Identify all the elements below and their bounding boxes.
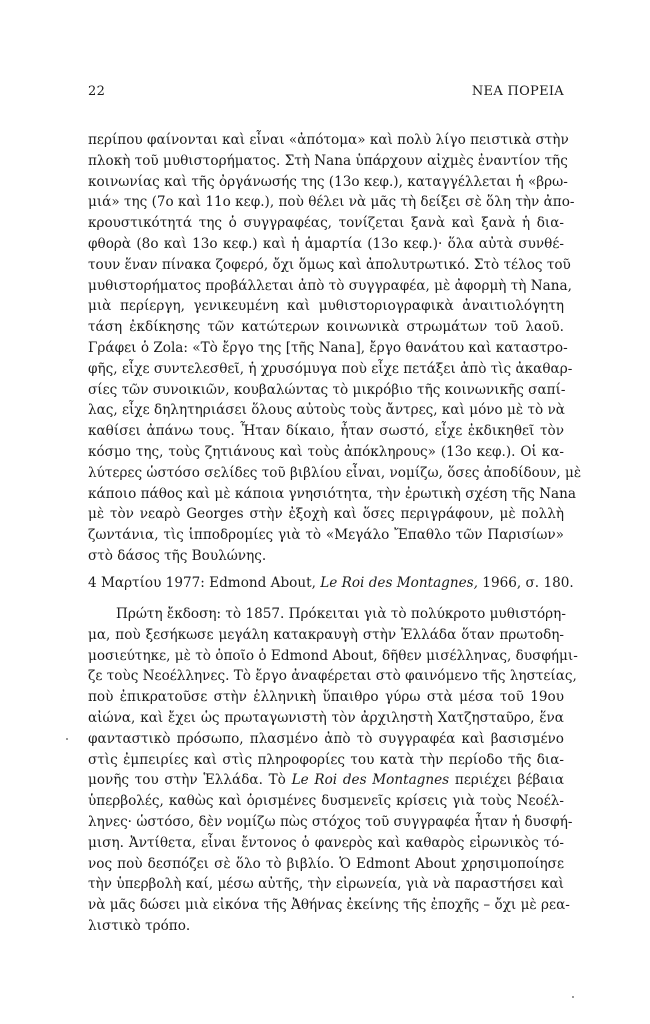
text-line: ποὺ ἐπικρατοῦσε στὴν ἑλληνικὴ ὕπαιθρο γύρω στὰ μέσα τοῦ 19ου: [88, 689, 564, 706]
italic-book-title: Le Roi des Montagnes: [291, 772, 450, 789]
text-line: μα, ποὺ ξεσήκωσε μεγάλη κατακραυγὴ στὴν Ἑλλάδα ὅταν πρωτοδη-: [88, 626, 564, 643]
text-line: μιση. Ἀντίθετα, εἶναι ἔντονος ὁ φανερὸς καὶ καθαρὸς εἰρωνικὸς τό-: [88, 834, 564, 851]
text-line: κάποιο πάθος καὶ μὲ κάποια γνησιότητα, τὴν ἐρωτικὴ σχέση τῆς Nana: [88, 485, 576, 502]
entry-details: 1966, σ. 180.: [477, 575, 574, 591]
text-segment: περιέχει βέβαια: [449, 772, 564, 789]
text-line: μὲ τὸν νεαρὸ Georges στὴν ἐξοχὴ καὶ ὅσες περιγράφουν, μὲ πολλὴ: [88, 506, 564, 523]
scan-speck: [66, 738, 68, 740]
text-line: νὰ μᾶς δώσει μιὰ εἰκόνα τῆς Ἀθήνας ἐκείνης τῆς ἐποχῆς – ὄχι μὲ ρεα-: [88, 897, 570, 914]
text-line: φῆς, εἶχε συντελεσθεῖ, ἡ χρυσόμυγα ποὺ εἶχε πετάξει ἀπὸ τὶς ἀκαθαρ-: [88, 360, 573, 377]
text-line: Γράφει ὁ Zola: «Τὸ ἔργο της [τῆς Nana], ἔργο θανάτου καὶ καταστρο-: [88, 339, 568, 356]
text-line: μιά» της (7ο καὶ 11ο κεφ.), ποὺ θέλει νὰ μᾶς τὴ δείξει σὲ ὅλη τὴν ἀπο-: [88, 194, 575, 211]
text-line: λας, εἶχε δηλητηριάσει ὅλους αὐτοὺς τοὺς ἄντρες, καὶ μόνο μὲ τὸ νὰ: [88, 402, 565, 419]
text-line: μυθιστορήματος προβάλλεται ἀπὸ τὸ συγγραφέα, μὲ ἀφορμὴ τὴ Nana,: [88, 277, 572, 294]
text-line: τὴν ὑπερβολὴ καί, μέσω αὐτῆς, τὴν εἰρωνεία, γιὰ νὰ παραστήσει καὶ: [88, 876, 564, 893]
page-number: 22: [88, 84, 106, 99]
text-line: ζε τοὺς Νεοέλληνες. Τὸ ἔργο ἀναφέρεται στὸ φαινόμενο τῆς ληστείας,: [88, 668, 577, 685]
text-line: στὶς ἐμπειρίες καὶ στὶς πληροφορίες του κατὰ τὴν περίοδο τῆς δια-: [88, 751, 564, 768]
entry-book-title: Le Roi des Montagnes,: [320, 575, 478, 591]
text-line: φανταστικὸ πρόσωπο, πλασμένο ἀπὸ τὸ συγγραφέα καὶ βασισμένο: [88, 730, 564, 747]
scan-speck: [572, 996, 574, 998]
text-line: σίες τῶν συνοικιῶν, κουβαλώντας τὸ μικρόβιο τῆς κοινωνικῆς σαπί-: [88, 381, 566, 398]
text-line: νος ποὺ δεσπόζει σὲ ὅλο τὸ βιβλίο. Ὁ Edmont About χρησιμοποίησε: [88, 855, 564, 872]
entry-heading: [88, 573, 574, 593]
paragraph-about-roi-des-montagnes: [88, 604, 578, 937]
text-line: καθίσει ἀπάνω τους. Ἦταν δίκαιο, ἦταν σωστό, εἶχε ἐκδικηθεῖ τὸν: [88, 423, 564, 440]
text-line: μιὰ περίεργη, γενικευμένη καὶ μυθιστοριογραφικὰ ἀναιτιολόγητη: [88, 298, 564, 315]
text-line: λιστικὸ τρόπο.: [88, 917, 191, 934]
text-line: ζωντάνια, τὶς ἱπποδρομίες γιὰ τὸ «Μεγάλο Ἔπαθλο τῶν Παρισίων»: [88, 527, 564, 544]
text-line: λύτερες ὡστόσο σελίδες τοῦ βιβλίου εἶναι, νομίζω, ὅσες ἀποδίδουν, μὲ: [88, 464, 582, 481]
text-line: περίπου φαίνονται καὶ εἶναι «ἀπότομα» καὶ πολὺ λίγο πειστικὰ στὴν: [88, 132, 569, 148]
text-line: μοσιεύτηκε, μὲ τὸ ὁποῖο ὁ Edmond About, δῆθεν μισέλληνας, δυσφήμι-: [88, 647, 578, 664]
text-line: ληνες· ὡστόσο, δὲν νομίζω πὼς στόχος τοῦ συγγραφέα ἦταν ἡ δυσφή-: [88, 813, 573, 830]
text-line: ὑπερβολές, καθὼς καὶ ὁρισμένες δυσμενεῖς κρίσεις γιὰ τοὺς Νεοέλ-: [88, 793, 564, 810]
text-line: κρουστικότητά της ὁ συγγραφέας, τονίζεται ξανὰ καὶ ξανὰ ἡ δια-: [88, 215, 564, 232]
text-line: κόσμο της, τοὺς ζητιάνους καὶ τοὺς ἀπόκληρους» (13ο κεφ.). Οἱ κα-: [88, 443, 564, 460]
text-line: Πρώτη ἔκδοση: τὸ 1857. Πρόκειται γιὰ τὸ πολύκροτο μυθιστόρη-: [116, 606, 566, 622]
paragraph-zola-nana: [88, 130, 582, 567]
text-line-with-italic-title: [88, 770, 564, 791]
text-line: στὸ δάσος τῆς Βουλώνης.: [88, 547, 267, 564]
running-header: [88, 84, 564, 102]
entry-date-author: 4 Μαρτίου 1977: Edmond About,: [88, 575, 321, 591]
text-line: κοινωνίας καὶ τῆς ὀργάνωσής της (13ο κεφ.), καταγγέλλεται ἡ «βρω-: [88, 173, 568, 190]
text-segment: μονῆς του στὴν Ἑλλάδα. Τὸ: [88, 772, 292, 789]
text-line: τουν ἕναν πίνακα ζοφερό, ὄχι ὅμως καὶ ἀπολυτρωτικό. Στὸ τέλος τοῦ: [88, 256, 571, 273]
text-line: πλοκὴ τοῦ μυθιστορήματος. Στὴ Nana ὑπάρχουν αἰχμὲς ἐναντίον τῆς: [88, 152, 568, 169]
text-line: τάση ἐκδίκησης τῶν κατώτερων κοινωνικὰ στρωμάτων τοῦ λαοῦ.: [88, 319, 564, 336]
text-line: αἰώνα, καὶ ἔχει ὡς πρωταγωνιστὴ τὸν ἀρχιληστὴ Χατζησταῦρο, ἕνα: [88, 709, 564, 726]
running-title: ΝΕΑ ΠΟΡΕΙΑ: [471, 84, 564, 99]
text-line: φθορὰ (8ο καὶ 13ο κεφ.) καὶ ἡ ἁμαρτία (13ο κεφ.)· ὅλα αὐτὰ συνθέ-: [88, 235, 564, 252]
